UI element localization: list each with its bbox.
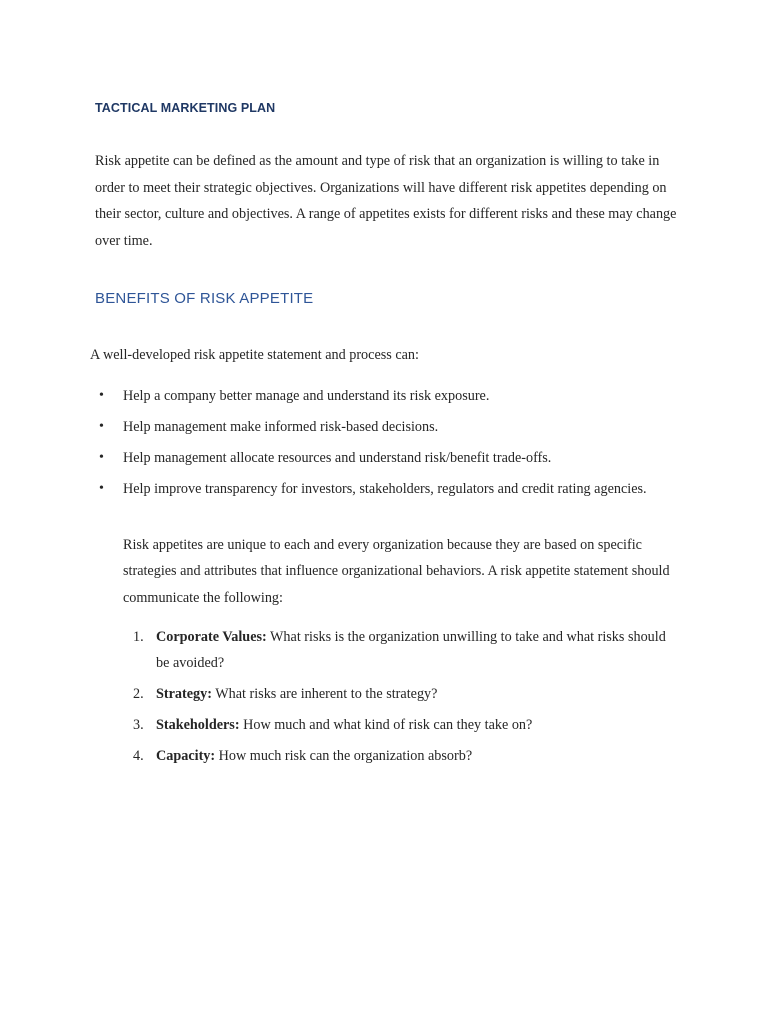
document-title: TACTICAL MARKETING PLAN <box>95 101 276 115</box>
list-item-text <box>156 681 676 707</box>
lead-sentence: A well-developed risk appetite statement and process can: <box>90 347 419 363</box>
list-item-body: What risks are inherent to the strategy? <box>211 686 438 702</box>
second-paragraph: Risk appetites are unique to each and every organization because they are based on specific strategies and attributes that influence organizational behaviors. A risk appetite statement should communicate the following: <box>123 537 670 606</box>
bullet-icon: • <box>99 481 104 496</box>
bullet-icon: • <box>99 450 104 465</box>
list-number: 1. <box>133 629 144 645</box>
list-item-term: Stakeholders: <box>156 717 240 733</box>
list-item-body: How much and what kind of risk can they take on? <box>239 717 533 733</box>
list-item-text <box>156 712 676 738</box>
bullet-text: Help a company better manage and understand its risk exposure. <box>123 388 490 404</box>
section-heading: BENEFITS OF RISK APPETITE <box>95 290 314 307</box>
bullet-icon: • <box>99 419 104 434</box>
list-item-term: Corporate Values: <box>156 629 267 645</box>
list-number: 2. <box>133 686 144 702</box>
list-number: 4. <box>133 748 144 764</box>
list-item-term: Strategy: <box>156 686 212 702</box>
bullet-text: Help management allocate resources and understand risk/benefit trade-offs. <box>123 450 552 466</box>
list-number: 3. <box>133 717 144 733</box>
intro-paragraph: Risk appetite can be defined as the amount and type of risk that an organization is willing to take in order to meet their strategic objectives. Organizations will have different risk appetites depending on their sector, culture and objectives. A range of appetites exists for different risks and these may change over time. <box>95 153 677 249</box>
list-item-body: What risks is the organization unwilling to take and what risks should be avoided? <box>156 629 666 671</box>
bullet-text: Help management make informed risk-based decisions. <box>123 419 439 435</box>
list-item-text <box>156 743 676 769</box>
list-item-text <box>156 624 676 676</box>
bullet-icon: • <box>99 388 104 403</box>
list-item-body: How much risk can the organization absorb? <box>215 748 473 764</box>
list-item-term: Capacity: <box>156 748 216 764</box>
bullet-text: Help improve transparency for investors, stakeholders, regulators and credit rating agencies. <box>123 481 647 497</box>
